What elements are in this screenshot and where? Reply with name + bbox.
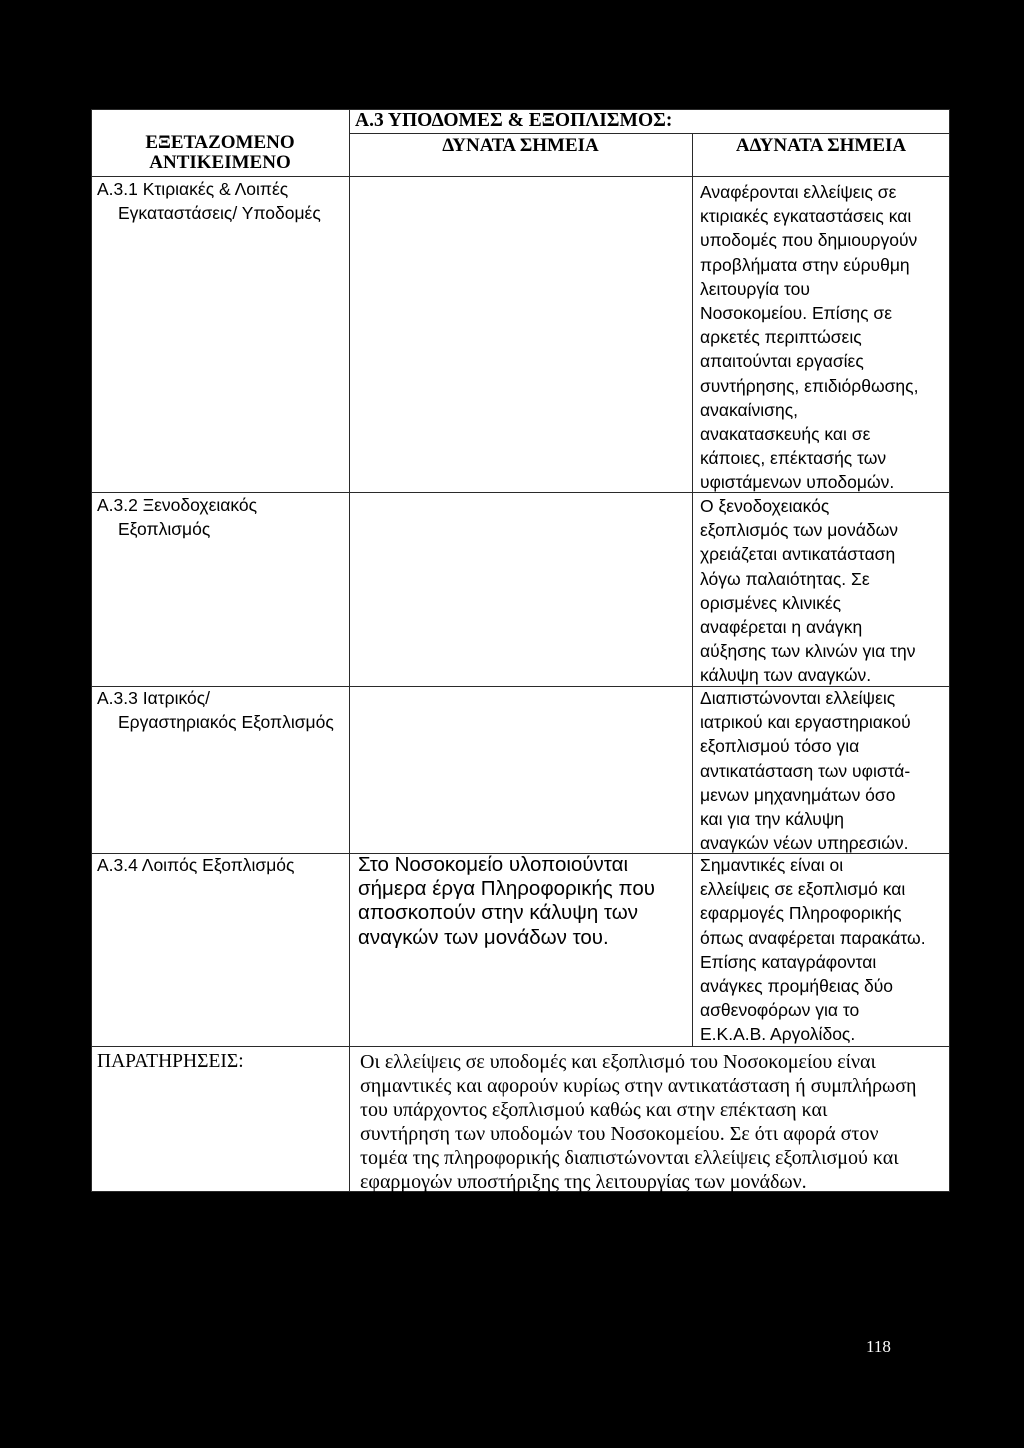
remarks-row bbox=[91, 1046, 950, 1192]
row-subject-cell: Α.3.4 Λοιπός Εξοπλισμός bbox=[97, 855, 295, 875]
weaknesses-cell: Ο ξενοδοχειακός εξοπλισμός των μονάδων χρειάζεται αντικατάσταση λόγω παλαιότητας. Σε ορισμένες κλινικές αναφέρεται η ανάγκη αύξησης των κλινών για την κάλυψη των αναγκών. bbox=[700, 496, 916, 686]
table-row bbox=[91, 176, 950, 492]
remarks-text: Οι ελλείψεις σε υποδομές και εξοπλισμό του Νοσοκομείου είναι σημαντικές και αφορούν κυρίως στην αντικατάσταση ή συμπλήρωση του υπάρχοντος εξοπλισμού καθώς και στην επέκταση και συντήρηση των υποδομών του Νοσοκομείου. Σε ότι αφορά στον τομέα της πληροφορικής διαπιστώνονται ελλείψεις εξοπλισμού και εφαρμογών υποστήριξης της λειτουργίας των μονάδων. bbox=[360, 1051, 917, 1193]
page-number: 118 bbox=[866, 1337, 891, 1356]
weaknesses-cell: Σημαντικές είναι οι ελλείψεις σε εξοπλισμό και εφαρμογές Πληροφορικής όπως αναφέρεται παρακάτω. Επίσης καταγράφονται ανάγκες προμήθειας δύο ασθενοφόρων για το Ε.Κ.Α.Β. Αργολίδος. bbox=[700, 855, 926, 1045]
weaknesses-cell: Αναφέρονται ελλείψεις σε κτιριακές εγκαταστάσεις και υποδομές που δημιουργούν προβλήματα στην εύρυθμη λειτουργία του Νοσοκομείου. Επίσης σε αρκετές περιπτώσεις απαιτούνται εργασίες συντήρησης, επιδιόρθωσης, ανακαίνισης, ανακατασκευής και σε κάποιες, επέκτασής των υφιστάμενων υποδομών. bbox=[700, 182, 919, 493]
strengths-cell: Στο Νοσοκομείο υλοποιούνται σήμερα έργα Πληροφορικής που αποσκοπούν στην κάλυψη των αναγκών των μονάδων του. bbox=[358, 853, 655, 949]
row-subject-cell: Α.3.3 Ιατρικός/ Εργαστηριακός Εξοπλισμός bbox=[97, 688, 334, 733]
remarks-label: ΠΑΡΑΤΗΡΗΣΕΙΣ: bbox=[97, 1051, 244, 1072]
table-row bbox=[91, 853, 950, 1046]
row-subject-cell: Α.3.1 Κτιριακές & Λοιπές Εγκαταστάσεις/ Υποδομές bbox=[97, 179, 321, 224]
section-title: Α.3 ΥΠΟΔΟΜΕΣ & ΕΞΟΠΛΙΣΜΟΣ: bbox=[355, 110, 673, 131]
strengths-cell bbox=[349, 176, 692, 492]
table-row bbox=[91, 686, 950, 853]
weaknesses-cell: Διαπιστώνονται ελλείψεις ιατρικού και εργαστηριακού εξοπλισμού τόσο για αντικατάσταση των υφιστά- μενων μηχανημάτων όσο και για την κάλυψη αναγκών νέων υπηρεσιών. bbox=[700, 688, 911, 854]
subject-column-header: ΕΞΕΤΑΖΟΜΕΝΟ ΑΝΤΙΚΕΙΜΕΝΟ bbox=[145, 132, 295, 173]
strengths-column-header: ΔΥΝΑΤΑ ΣΗΜΕΙΑ bbox=[442, 135, 599, 156]
weaknesses-column-header: ΑΔΥΝΑΤΑ ΣΗΜΕΙΑ bbox=[735, 135, 907, 156]
strengths-cell bbox=[349, 492, 692, 686]
assessment-table bbox=[91, 109, 950, 1192]
strengths-cell bbox=[349, 686, 692, 853]
row-subject-cell: Α.3.2 Ξενοδοχειακός Εξοπλισμός bbox=[97, 495, 258, 540]
table-row bbox=[91, 492, 950, 686]
